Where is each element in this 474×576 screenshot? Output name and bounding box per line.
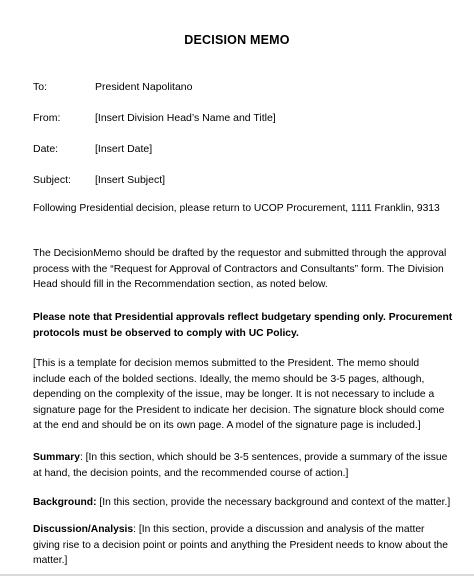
notice-paragraph: Please note that Presidential approvals reflect budgetary spending only. Procurement protocols must be observed to comply with UC Policy. xyxy=(33,312,453,339)
summary-text: : [In this section, which should be 3-5 sentences, provide a summary of the issue at hand, the decision points, and the recommended course of action.] xyxy=(33,452,448,479)
background-heading: Background: xyxy=(33,497,97,508)
memo-title: DECISION MEMO xyxy=(184,33,290,47)
template-paragraph: [This is a template for decision memos submitted to the President. The memo should include each of the bolded sections. Ideally, the memo should be 3-5 pages, although, depending on the complexity of the issue, may be longer. It is not necessary to include a signature page for the President to indicate her decision. The signature block should come at the end and should be on its own page. A model of the signature page is included.] xyxy=(33,358,445,431)
intro-paragraph: The DecisionMemo should be drafted by the requestor and submitted through the approval process with the “Request for Approval of Contractors and Consultants” form. The Division Head should fill in the Recommendation section, as noted below. xyxy=(33,248,447,290)
from-value: [Insert Division Head’s Name and Title] xyxy=(95,112,276,124)
background-text: [In this section, provide the necessary background and context of the matter.] xyxy=(96,497,451,508)
discussion-text: : [In this section, provide a discussion and analysis of the matter giving rise to a decision point or points and anything the President needs to know about the matter.] xyxy=(33,524,449,566)
subject-label: Subject: xyxy=(33,174,71,186)
background-section xyxy=(33,495,453,511)
date-value: [Insert Date] xyxy=(95,143,153,155)
discussion-heading: Discussion/Analysis xyxy=(33,524,134,535)
summary-section xyxy=(33,450,453,481)
summary-heading: Summary xyxy=(33,452,80,463)
from-label: From: xyxy=(33,112,61,124)
date-label: Date: xyxy=(33,143,59,155)
to-label: To: xyxy=(33,81,48,93)
discussion-section xyxy=(33,522,453,569)
to-value: President Napolitano xyxy=(95,81,193,93)
return-instruction: Following Presidential decision, please return to UCOP Procurement, 1111 Franklin, 9313 xyxy=(33,203,440,214)
subject-value: [Insert Subject] xyxy=(95,174,166,186)
